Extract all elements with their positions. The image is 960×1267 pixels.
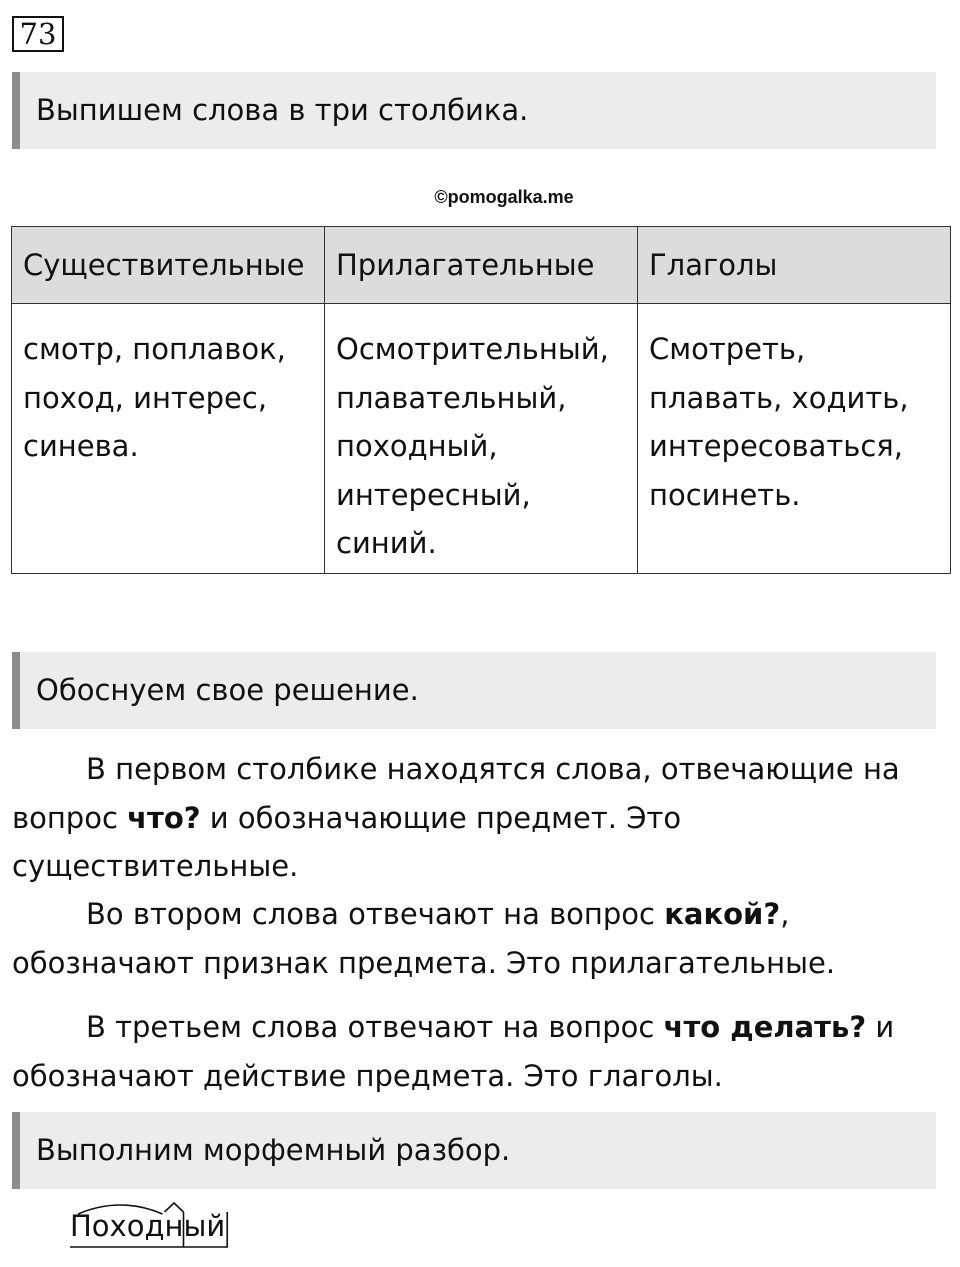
cell-line: походный,	[336, 429, 498, 463]
text-line: существительные.	[12, 849, 299, 883]
question-what-to-do: что делать?	[663, 1010, 867, 1044]
cell-verbs	[638, 304, 951, 574]
cell-line: синий.	[336, 526, 437, 560]
cell-line: поход, интерес,	[23, 380, 268, 415]
morpheme-root: Поход	[70, 1209, 165, 1243]
paragraph-adjectives	[12, 890, 942, 987]
cell-line: плавательный,	[336, 380, 567, 415]
cell-line: синева.	[23, 429, 139, 463]
suffix-caret	[165, 1203, 184, 1212]
text-line: вопрос что? и обозначающие предмет. Это	[12, 800, 682, 835]
watermark: ©pomogalka.me	[434, 187, 574, 207]
morpheme-suffix: н	[164, 1209, 184, 1243]
text-line: Во втором слова отвечают на вопрос какой?,	[86, 897, 790, 931]
cell-line: посинеть.	[649, 477, 801, 512]
cell-line: интересный,	[336, 477, 531, 512]
section-heading-write-words: Выпишем слова в три столбика.	[12, 72, 936, 149]
question-what: что?	[127, 800, 201, 835]
section-heading-justify: Обоснуем свое решение.	[12, 652, 936, 729]
root-arc	[78, 1205, 163, 1214]
morpheme-analysis	[70, 1202, 230, 1252]
cell-line: Осмотрительный,	[336, 332, 609, 366]
ending-box	[183, 1212, 227, 1247]
cell-line: Смотреть,	[649, 332, 806, 366]
table-row	[12, 304, 951, 574]
header-nouns: Существительные	[12, 227, 325, 304]
task-number: 73	[12, 16, 64, 52]
cell-line: интересоваться,	[649, 429, 903, 463]
cell-nouns	[12, 304, 325, 574]
paragraph-nouns	[12, 745, 942, 891]
cell-adjectives	[325, 304, 638, 574]
paragraph-verbs	[12, 1003, 942, 1100]
header-adjectives: Прилагательные	[325, 227, 638, 304]
header-verbs: Глаголы	[638, 227, 951, 304]
table-header-row	[12, 227, 951, 304]
text-line: В третьем слова отвечают на вопрос что делать? и	[86, 1010, 895, 1044]
text-line: обозначают действие предмета. Это глаголы.	[12, 1058, 723, 1093]
text-line: В первом столбике находятся слова, отвечающие на	[86, 752, 900, 786]
question-which: какой?	[664, 897, 781, 931]
section-heading-morpheme: Выполним морфемный разбор.	[12, 1112, 936, 1189]
text-line: обозначают признак предмета. Это прилагательные.	[12, 945, 836, 980]
cell-line: плавать, ходить,	[649, 380, 909, 415]
morpheme-ending: ый	[183, 1209, 226, 1243]
morpheme-marks	[70, 1202, 230, 1252]
cell-line: смотр, поплавок,	[23, 332, 286, 366]
words-table	[11, 226, 951, 574]
